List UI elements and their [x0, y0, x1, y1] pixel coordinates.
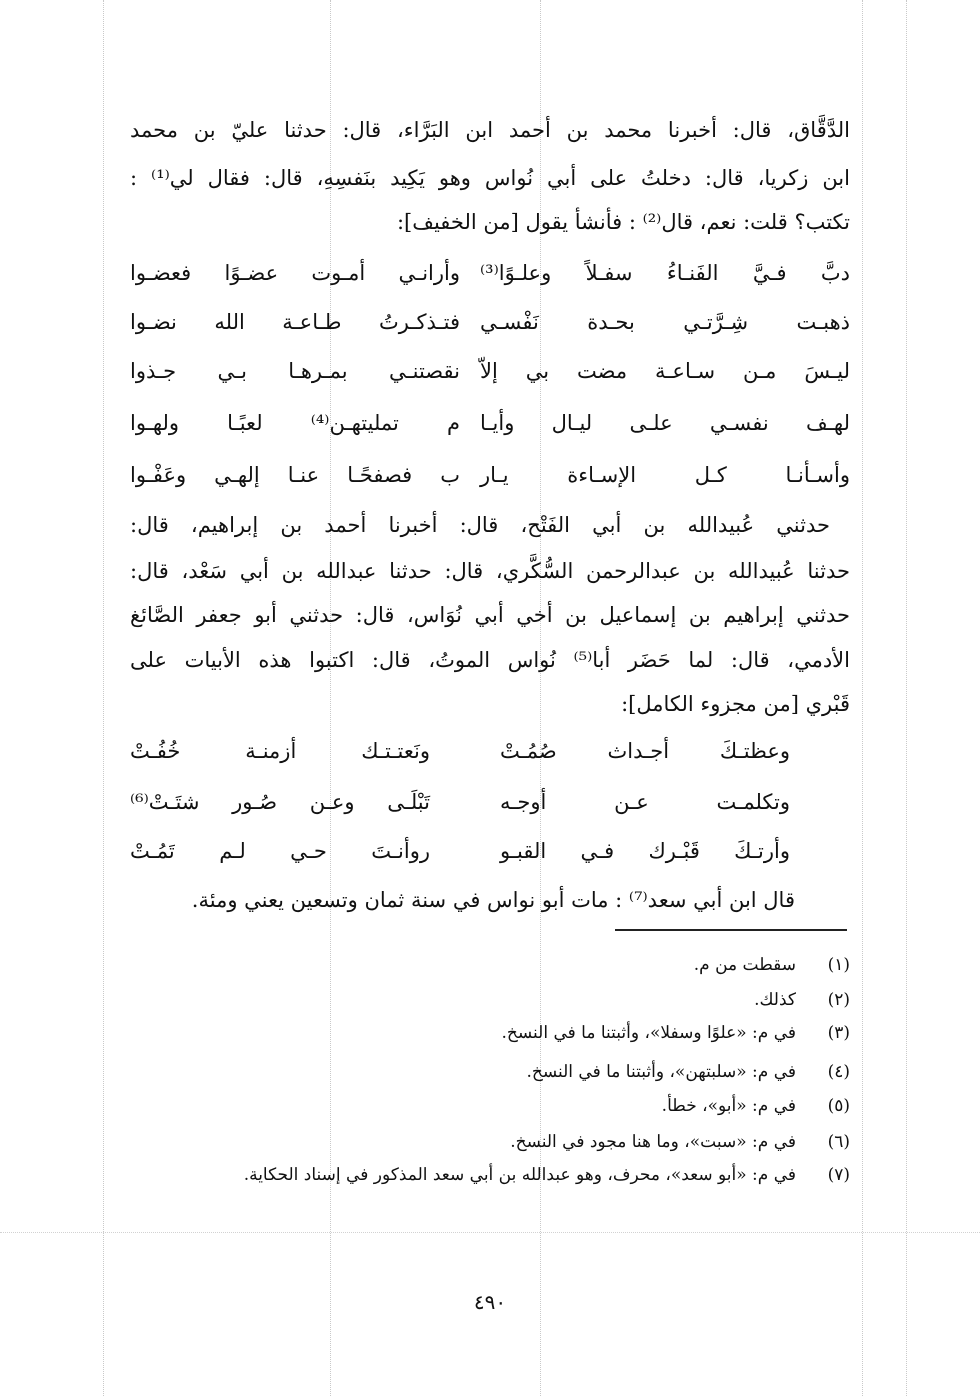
- text-line: حدثني إبراهيم بن إسماعيل بن أخي أبي نُوَاس، قال: حدثني أبو جعفر الصَّائغ: [130, 603, 850, 627]
- verse-first-hemistich: وأسـأنـا كـل الإسـاءة يـار: [480, 463, 850, 487]
- footnote-number: (٦): [827, 1132, 850, 1152]
- footnote-number: (٣): [827, 1023, 850, 1043]
- verse-second-hemistich: ونَعتـتـك أزمنـة خُفُـتْ: [130, 739, 430, 763]
- verse-first-hemistich: وأرتـكَ قَبْـرك فـي القبـو: [500, 839, 790, 863]
- footnote-number: (٥): [827, 1096, 850, 1116]
- footnote-number: (٤): [827, 1062, 850, 1082]
- footnote-number: (١): [827, 955, 850, 975]
- footnote-separator: [615, 929, 847, 931]
- footnote: [130, 1131, 850, 1153]
- footnote-text: سقطت من م.: [693, 955, 796, 975]
- verse-first-hemistich: دبَّ فـيَّ الفَنـاءُ سفـلاً وعلـوًا⁽³⁾: [480, 261, 850, 285]
- verse-second-hemistich: فتـذكـرتُ طـاعـة الله نضـوا: [130, 310, 460, 334]
- verse-second-hemistich: نقصتنـي بمـرهـا بـي جـذوا: [130, 359, 460, 383]
- footnote-text: في م: «سبت»، وما هنا مجود في النسخ.: [510, 1132, 796, 1152]
- footnote-number: (٢): [827, 990, 850, 1010]
- footnote-text: كذلك.: [754, 990, 796, 1010]
- footnote: [130, 1061, 850, 1083]
- text-line: تكتب؟ قلت: نعم، قال⁽²⁾ : فأنشأ يقول [من الخفيف]:: [396, 210, 850, 234]
- verse-first-hemistich: ليـسَ مـن سـاعـة مضت بي إلاّ: [480, 359, 850, 383]
- text-line: حدثني عُبيدالله بن أبي الفَتْح، قال: أخبرنا أحمد بن إبراهيم، قال:: [130, 513, 830, 537]
- footnote-number: (٧): [827, 1165, 850, 1185]
- text-line: الأدمي، قال: لما حَضَر أبا⁽⁵⁾ نُواس الموتُ، قال: اكتبوا هذه الأبيات على: [130, 648, 850, 672]
- closing-line: قال ابن أبي سعد⁽⁷⁾ : مات أبو نواس في سنة ثمان وتسعين يعني ومئة.: [191, 888, 795, 912]
- verse-second-hemistich: تَبْلَـى وعـن صُـور شتَـتْ⁽⁶⁾: [130, 790, 430, 814]
- footnote-text: في م: «أبو سعد»، محرف، وهو عبدالله بن أبي سعد المذكور في إسناد الحكاية.: [243, 1165, 796, 1185]
- text-line: قَبْري [من مجزوء الكامل]:: [621, 692, 850, 716]
- verse-first-hemistich: وعظتـكَ أجـداث صُمُـتْ: [500, 739, 790, 763]
- footnote: [130, 1022, 850, 1044]
- verse-second-hemistich: روأنـتَ حـي لـم تَمُـتْ: [130, 839, 430, 863]
- footnote: [130, 1095, 850, 1117]
- verse-second-hemistich: م تمليتهـن⁽⁴⁾ لعبًـا ولهـوا: [130, 411, 461, 435]
- verse-second-hemistich: وأرانـي أمـوت عضـوًا فعضـوا: [130, 261, 460, 285]
- footnote: [130, 1164, 850, 1186]
- footnote: [130, 989, 850, 1011]
- page-number: ٤٩٠: [473, 1290, 507, 1314]
- footnote: [130, 954, 850, 976]
- text-line: حدثنا عُبيدالله بن عبدالرحمن السُّكَّري، قال: حدثنا عبدالله بن أبي سَعْد، قال:: [130, 559, 850, 583]
- text-line: الدَّقَّاق، قال: أخبرنا محمد بن أحمد ابن البَرَّاء، قال: حدثنا عليّ بن محمد: [130, 118, 850, 142]
- verse-first-hemistich: لهـف نفسـي علـى ليـال وأيـا: [480, 411, 850, 435]
- footnote-text: في م: «سلبتهن»، وأثبتنا ما في النسخ.: [526, 1062, 796, 1082]
- text-line: ابن زكريا، قال: دخلتُ على أبي نُواس وهو يَكِيد بنَفسِهِ، قال: فقال لي⁽¹⁾ :: [130, 166, 850, 190]
- footnote-text: في م: «علوًا وسفلا»، وأثبتنا ما في النسخ.: [501, 1023, 796, 1043]
- verse-first-hemistich: ذهبـت شِـرَّتـي بحـدة نَفْسـي: [480, 310, 850, 334]
- verse-first-hemistich: وتكلمـت عـن أوجـه: [500, 790, 790, 814]
- footnote-text: في م: «أبو»، خطأ.: [661, 1096, 796, 1116]
- verse-second-hemistich: ب فصفحًـا عنـا إلهـي وعَفْـوا: [130, 463, 460, 487]
